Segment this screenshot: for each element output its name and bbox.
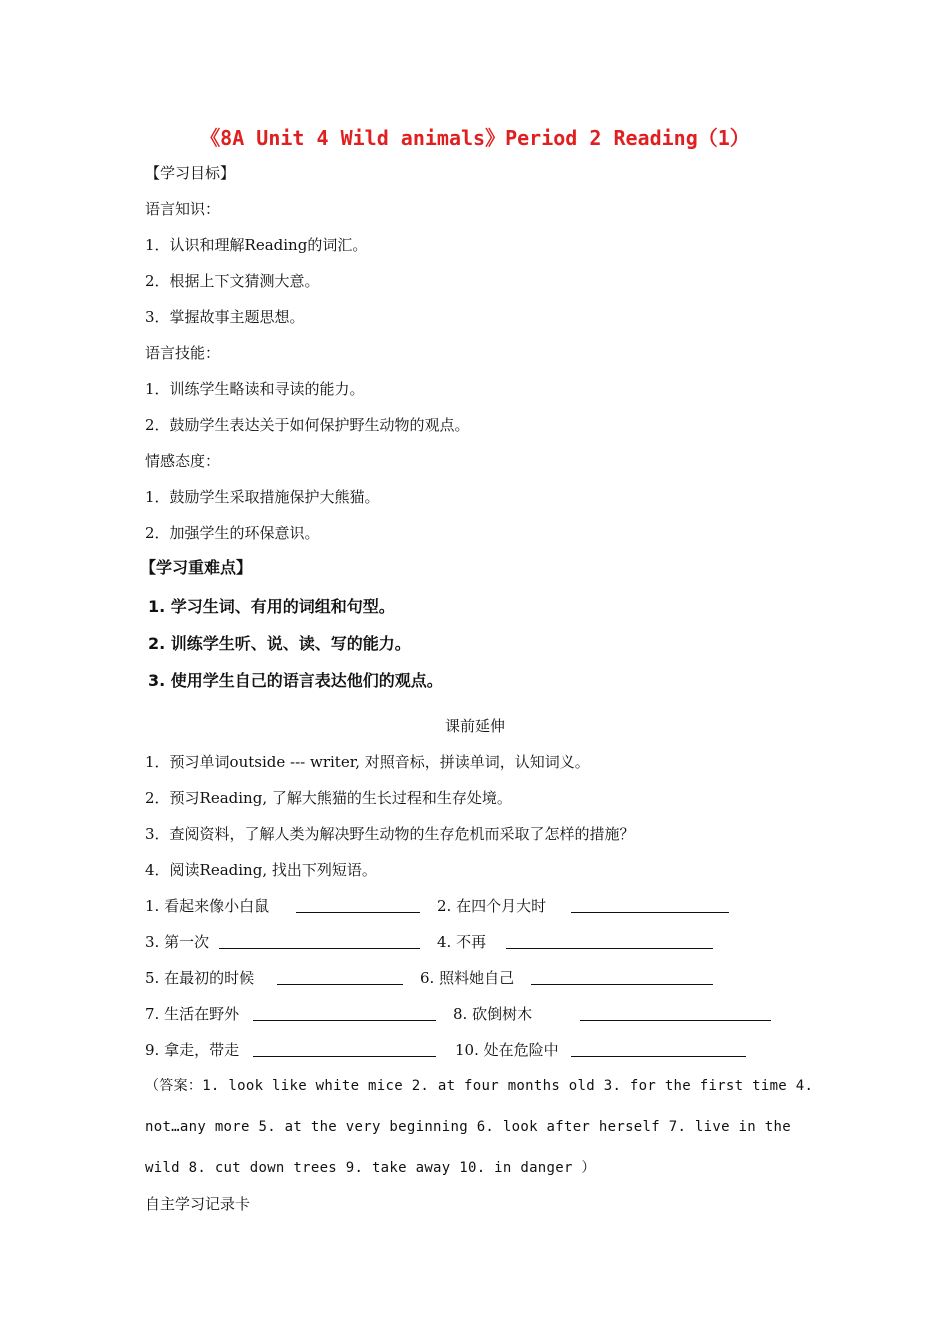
keypoint-item: 3. 使用学生自己的语言表达他们的观点。: [148, 671, 443, 690]
objectives-heading: 【学习目标】: [145, 164, 236, 182]
skills-item: 2．鼓励学生表达关于如何保护野生动物的观点。: [145, 416, 470, 434]
answer-blank[interactable]: [296, 898, 420, 913]
answer-blank[interactable]: [253, 1042, 436, 1057]
knowledge-item: 2．根据上下文猜测大意。: [145, 272, 320, 290]
phrase-left: 3. 第一次: [145, 933, 210, 951]
answer-key-line: not…any more 5. at the very beginning 6. look after herself 7. live in the: [145, 1119, 791, 1135]
phrase-left: 7. 生活在野外: [145, 1005, 240, 1023]
phrase-left: 9. 拿走，带走: [145, 1041, 240, 1059]
attitude-item: 1．鼓励学生采取措施保护大熊猫。: [145, 488, 380, 506]
answer-blank[interactable]: [277, 970, 403, 985]
knowledge-item: 1．认识和理解Reading的词汇。: [145, 236, 368, 254]
preview-item: 3．查阅资料，了解人类为解决野生动物的生存危机而采取了怎样的措施？: [145, 825, 635, 843]
answer-blank[interactable]: [571, 1042, 746, 1057]
skills-label: 语言技能：: [145, 344, 221, 362]
answer-blank[interactable]: [219, 934, 420, 949]
attitude-label: 情感态度：: [145, 452, 221, 470]
answer-blank[interactable]: [531, 970, 713, 985]
preview-item: 2．预习Reading, 了解大熊猫的生长过程和生存处境。: [145, 789, 512, 807]
phrase-right: 8. 砍倒树木: [453, 1005, 533, 1023]
phrase-right: 6. 照料她自己: [420, 969, 515, 987]
skills-item: 1．训练学生略读和寻读的能力。: [145, 380, 365, 398]
knowledge-label: 语言知识：: [145, 200, 221, 218]
record-card-heading: 自主学习记录卡: [145, 1195, 251, 1213]
preview-item: 1．预习单词outside --- writer, 对照音标，拼读单词，认知词义。: [145, 753, 590, 771]
answer-blank[interactable]: [253, 1006, 436, 1021]
answer-key-line: wild 8. cut down trees 9. take away 10. in danger ）: [145, 1160, 596, 1176]
phrase-left: 5. 在最初的时候: [145, 969, 255, 987]
answer-key-line: （答案：1. look like white mice 2. at four months old 3. for the first time 4.: [145, 1078, 814, 1094]
knowledge-item: 3．掌握故事主题思想。: [145, 308, 305, 326]
preview-heading: 课前延伸: [444, 717, 505, 735]
preview-item: 4．阅读Reading, 找出下列短语。: [145, 861, 377, 879]
phrase-right: 10. 处在危险中: [455, 1041, 559, 1059]
phrase-right: 4. 不再: [437, 933, 487, 951]
phrase-left: 1. 看起来像小白鼠: [145, 897, 270, 915]
keypoint-item: 1. 学习生词、有用的词组和句型。: [148, 597, 395, 616]
keypoint-item: 2. 训练学生听、说、读、写的能力。: [148, 634, 411, 653]
keypoints-heading: 【学习重难点】: [140, 558, 253, 577]
answer-blank[interactable]: [506, 934, 713, 949]
answer-blank[interactable]: [580, 1006, 771, 1021]
attitude-item: 2．加强学生的环保意识。: [145, 524, 320, 542]
document-title: 《8A Unit 4 Wild animals》Period 2 Reading（1）: [200, 126, 750, 150]
phrase-right: 2. 在四个月大时: [437, 897, 547, 915]
answer-blank[interactable]: [571, 898, 729, 913]
